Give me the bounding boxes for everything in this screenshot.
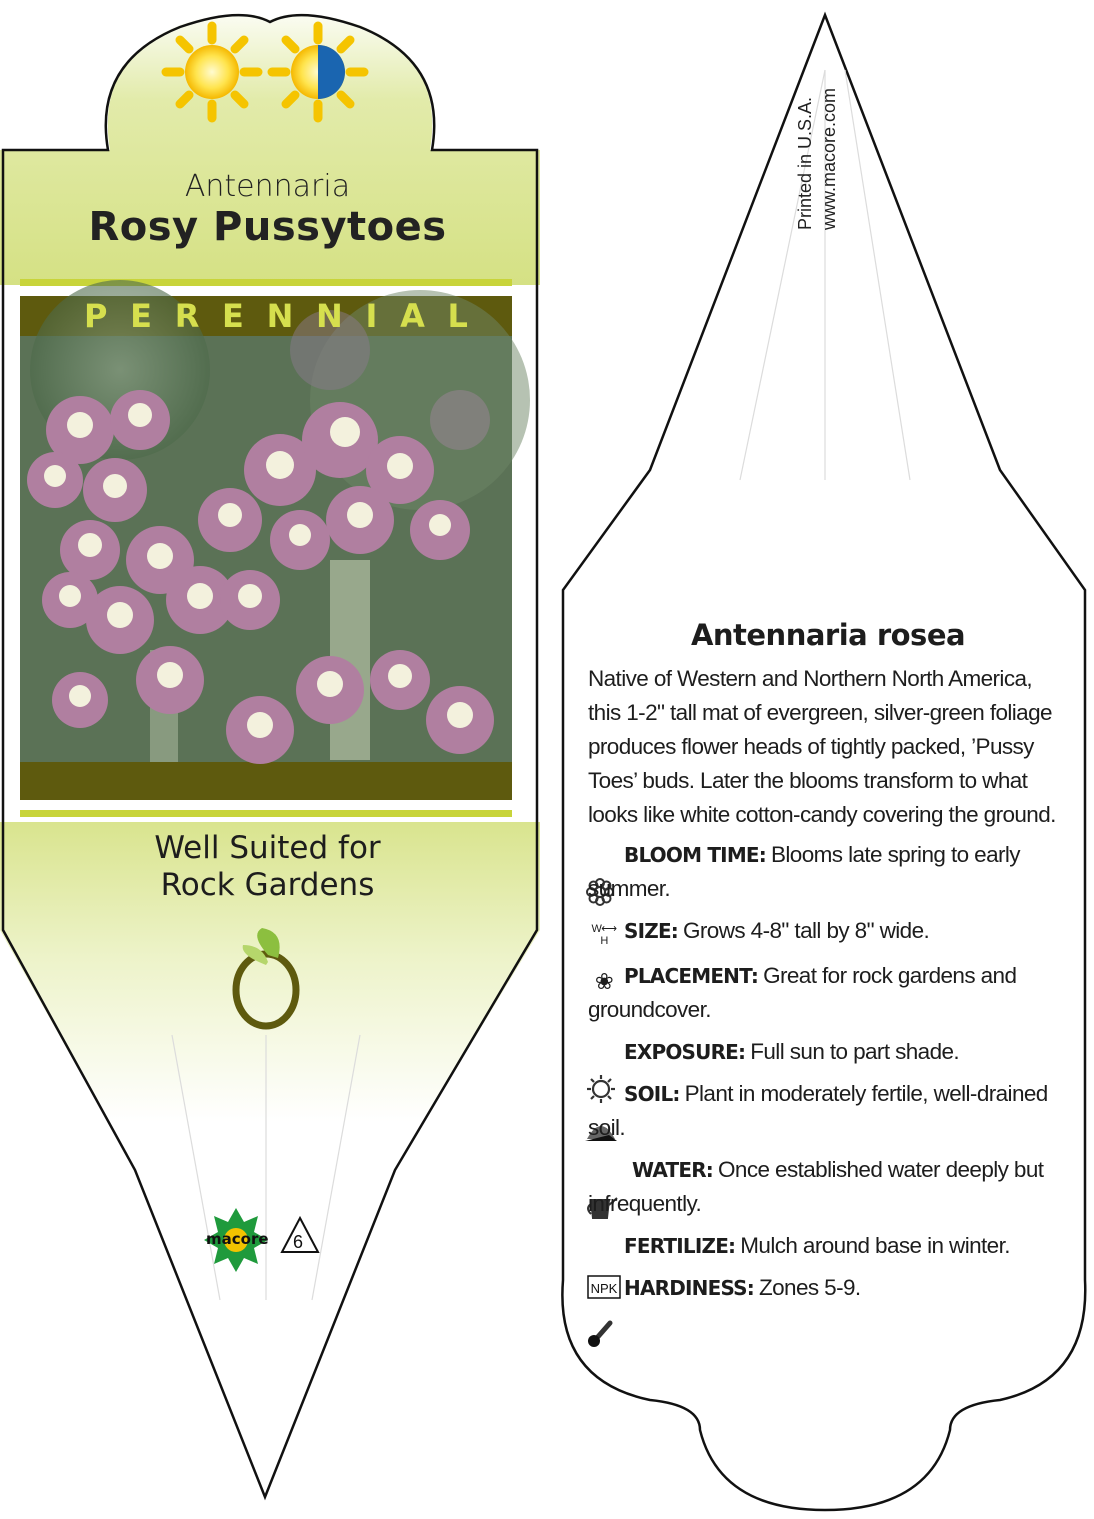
website: www.macore.com xyxy=(819,87,839,230)
care-label: FERTILIZE: xyxy=(624,1234,736,1258)
care-fertilize xyxy=(588,1229,1068,1263)
care-soil xyxy=(588,1077,1068,1145)
genus-name: Antennaria xyxy=(184,169,351,204)
plant-type-letter: E xyxy=(130,297,152,335)
plant-type-letter: L xyxy=(447,297,468,335)
printed-in: Printed in U.S.A. xyxy=(795,96,815,230)
plant-type-letter: P xyxy=(84,297,108,335)
plant-type-letter: R xyxy=(174,297,200,335)
scientific-name: Antennaria rosea xyxy=(690,618,966,652)
soil-icon xyxy=(588,1079,620,1107)
front-title-block xyxy=(40,170,495,251)
care-text: Great for rock gardens and groundcover. xyxy=(588,963,1017,1022)
watering-can-icon xyxy=(588,1155,628,1183)
care-water xyxy=(588,1153,1068,1221)
care-text: Plant in moderately fertile, well-drained soil. xyxy=(588,1081,1048,1140)
care-text: Blooms late spring to early summer. xyxy=(588,842,1020,901)
sun-icon xyxy=(588,1037,620,1065)
npk-label: NPK xyxy=(590,1281,618,1296)
care-label: SOIL: xyxy=(624,1082,680,1106)
care-text: Mulch around base in winter. xyxy=(740,1233,1010,1258)
plant-type-letter: E xyxy=(222,297,244,335)
care-label: BLOOM TIME: xyxy=(624,843,766,867)
care-label: PLACEMENT: xyxy=(624,964,759,988)
plant-type-letter: N xyxy=(266,297,294,335)
size-icon: W⟷ H xyxy=(591,923,617,947)
plant-photo xyxy=(20,280,530,764)
part-shade-icon xyxy=(272,26,364,118)
tagline-line-1: Well Suited for xyxy=(154,830,381,866)
back-content xyxy=(588,618,1068,1313)
plant-type-letter: N xyxy=(316,297,343,335)
plant-type-letter: I xyxy=(365,297,378,335)
plant-type-letter: A xyxy=(400,297,425,335)
care-exposure xyxy=(588,1035,1068,1069)
care-label: HARDINESS: xyxy=(624,1276,754,1300)
thermometer-icon xyxy=(588,1273,620,1301)
care-text: Zones 5-9. xyxy=(758,1275,861,1300)
care-placement xyxy=(588,959,1068,1027)
common-name: Rosy Pussytoes xyxy=(88,204,447,250)
care-label: EXPOSURE: xyxy=(624,1040,746,1064)
placement-icon: ❀ xyxy=(594,969,614,994)
care-text: Full sun to part shade. xyxy=(750,1039,960,1064)
care-label: SIZE: xyxy=(624,919,679,943)
care-hardiness xyxy=(588,1271,1068,1305)
full-sun-icon xyxy=(166,26,258,118)
care-label: WATER: xyxy=(632,1158,713,1182)
care-size xyxy=(588,914,1068,951)
care-bloom-time xyxy=(588,838,1068,906)
plant-description: Native of Western and Northern North America, this 1-2" tall mat of evergreen, silver-green foliage produces flower heads of tightly packed, ’Pussy Toes’ buds. Later the blooms transform to what looks like white cotton-candy covering the ground. xyxy=(588,666,1056,827)
recycle-code: 6 xyxy=(293,1232,304,1252)
plant-type-label xyxy=(20,296,512,336)
npk-icon xyxy=(588,1231,620,1259)
tagline xyxy=(40,830,495,904)
tagline-line-2: Rock Gardens xyxy=(160,867,375,904)
brand-name: macore xyxy=(206,1230,269,1248)
care-text: Grows 4-8" tall by 8" wide. xyxy=(683,918,930,943)
care-text: Once established water deeply but infrequently. xyxy=(588,1157,1044,1216)
flower-icon xyxy=(588,840,620,868)
printed-info xyxy=(793,60,841,230)
